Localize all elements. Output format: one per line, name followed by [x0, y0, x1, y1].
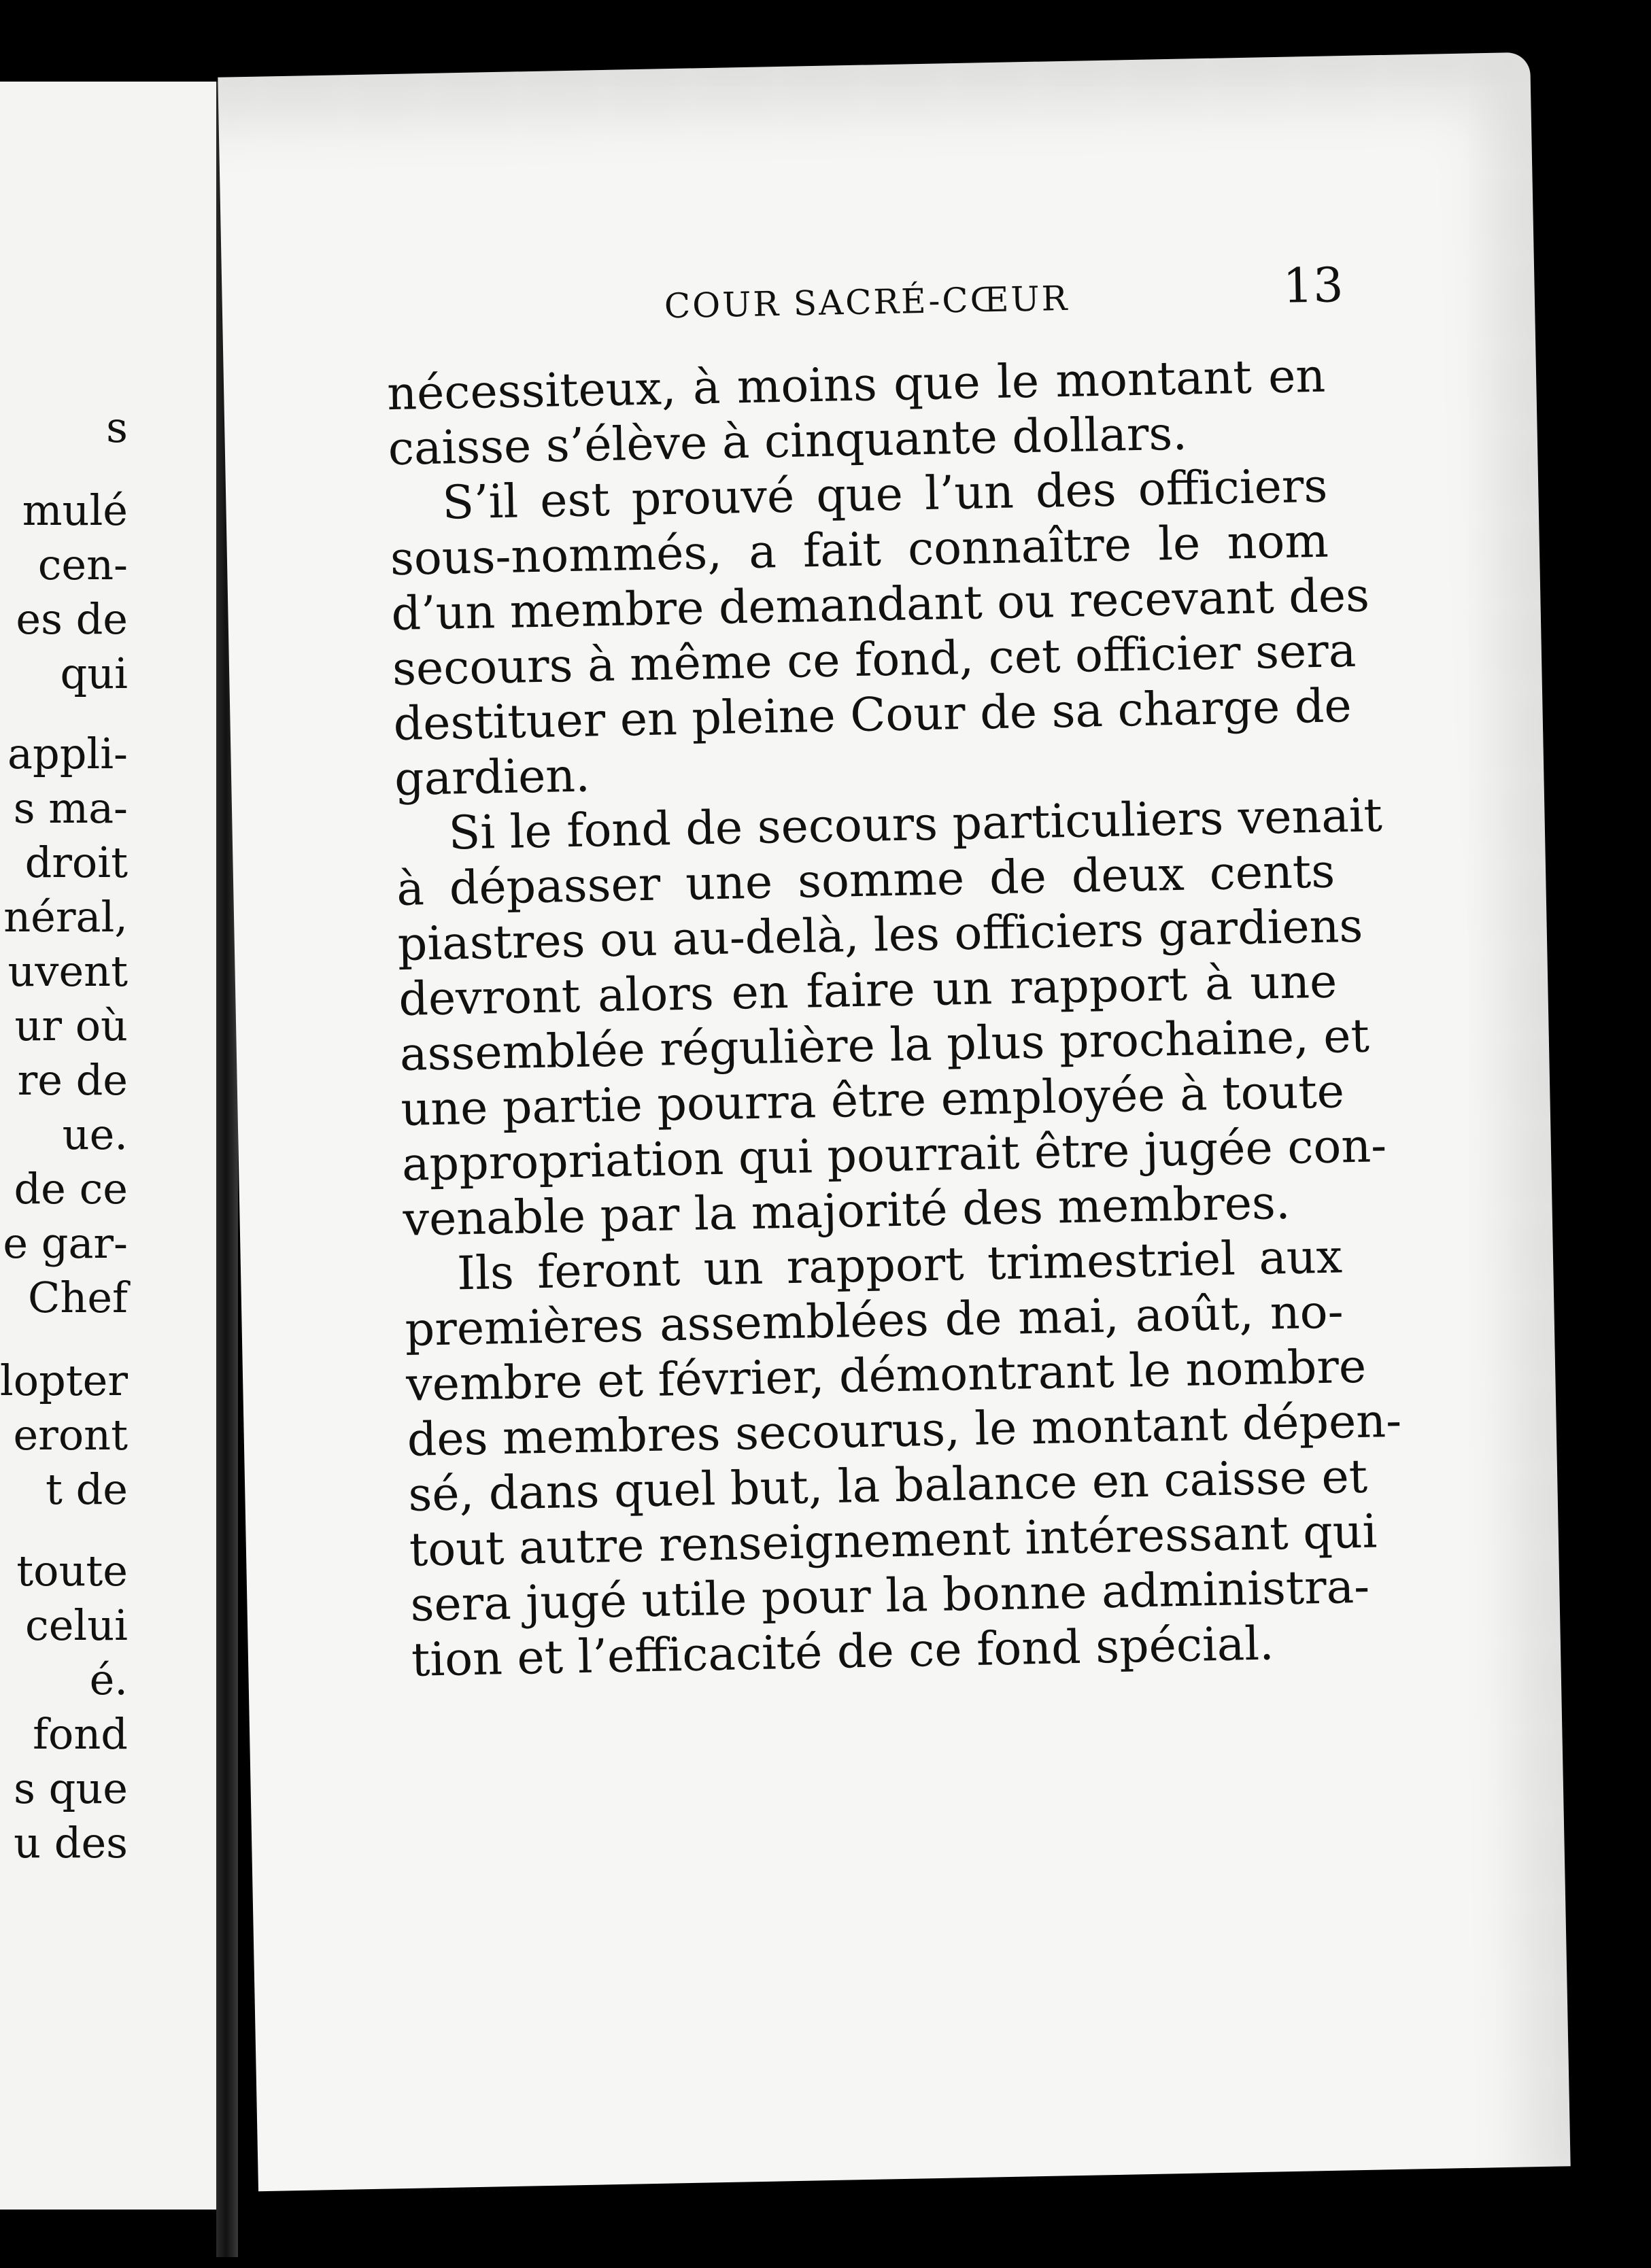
text-line: secours à même ce fond, cet officier sera	[392, 623, 1357, 697]
text-line: caisse s’élève à cinquante dollars.	[388, 407, 1188, 477]
body-text	[386, 349, 1402, 1688]
text-line: sera jugé utile pour la bonne administra-	[409, 1560, 1370, 1632]
text-line: nécessiteux, à moins que le montant en	[386, 349, 1326, 422]
left-page-fragment: re de	[17, 1055, 128, 1105]
left-page-fragment: eront	[13, 1410, 128, 1460]
right-page	[218, 52, 1570, 2191]
text-line: tion et l’efficacité de ce fond spécial.	[411, 1617, 1275, 1687]
text-line: Si le fond de secours particuliers venait	[447, 789, 1383, 861]
left-page-fragment: Chef	[27, 1273, 128, 1322]
running-head: COUR SACRÉ-CŒUR	[664, 278, 1070, 326]
page-number: 13	[1282, 257, 1344, 314]
left-page-fragment: fond	[33, 1709, 128, 1759]
left-page-fragment: qui	[60, 649, 128, 698]
left-page-fragment: droit	[24, 838, 128, 887]
left-facing-page	[0, 82, 216, 2210]
left-page-fragment: e gar-	[3, 1218, 128, 1268]
left-page-fragment: ur où	[14, 1001, 128, 1050]
left-page-fragment: cen-	[37, 540, 128, 589]
left-page-fragment: toute	[16, 1546, 128, 1596]
left-page-fragment: lopter	[0, 1356, 128, 1405]
text-line: tout autre renseignement intéressant qui	[409, 1505, 1378, 1577]
left-page-fragment: s que	[14, 1764, 128, 1813]
text-line: sous-nommés, a fait connaître le nom	[390, 514, 1329, 587]
left-page-fragment: néral,	[3, 892, 128, 942]
text-line: vembre et février, démontrant le nombre	[405, 1339, 1367, 1412]
text-line: à dépasser une somme de deux cents	[396, 844, 1335, 916]
text-line: piastres ou au-delà, les officiers gardiens	[397, 899, 1364, 972]
text-line: venable par la majorité des membres.	[402, 1175, 1291, 1247]
text-line: des membres secourus, le montant dépen-	[407, 1394, 1402, 1467]
left-page-fragment: de ce	[14, 1164, 128, 1214]
text-line: appropriation qui pourrait être jugée con-	[401, 1119, 1387, 1192]
text-line: premières assemblées de mai, août, no-	[404, 1285, 1344, 1357]
text-line: gardien.	[394, 749, 591, 807]
left-page-fragment: s ma-	[13, 783, 128, 833]
left-page-fragment: é.	[89, 1655, 128, 1704]
left-page-fragment: es de	[16, 594, 128, 644]
text-line: S’il est prouvé que l’un des officiers	[441, 459, 1328, 530]
left-page-fragment: u des	[14, 1818, 128, 1868]
left-page-fragment: uvent	[7, 946, 128, 996]
left-page-fragment: t de	[45, 1464, 128, 1514]
left-page-fragment: ue.	[62, 1110, 128, 1159]
text-line: une partie pourra être employée à toute	[400, 1065, 1345, 1137]
left-page-fragment: appli-	[7, 729, 128, 778]
left-page-fragment: mulé	[22, 485, 128, 535]
left-page-fragment: celui	[24, 1600, 128, 1650]
text-line: destituer en pleine Cour de sa charge de	[392, 678, 1352, 752]
text-line: assemblée régulière la plus prochaine, et	[399, 1009, 1370, 1082]
text-line: Ils feront un rapport trimestriel aux	[456, 1230, 1343, 1301]
left-page-fragment: s	[106, 402, 128, 452]
text-line: devront alors en faire un rapport à une	[398, 955, 1338, 1027]
text-line: d’un membre demandant ou recevant des	[390, 568, 1370, 642]
text-line: sé, dans quel but, la balance en caisse et	[407, 1449, 1368, 1522]
